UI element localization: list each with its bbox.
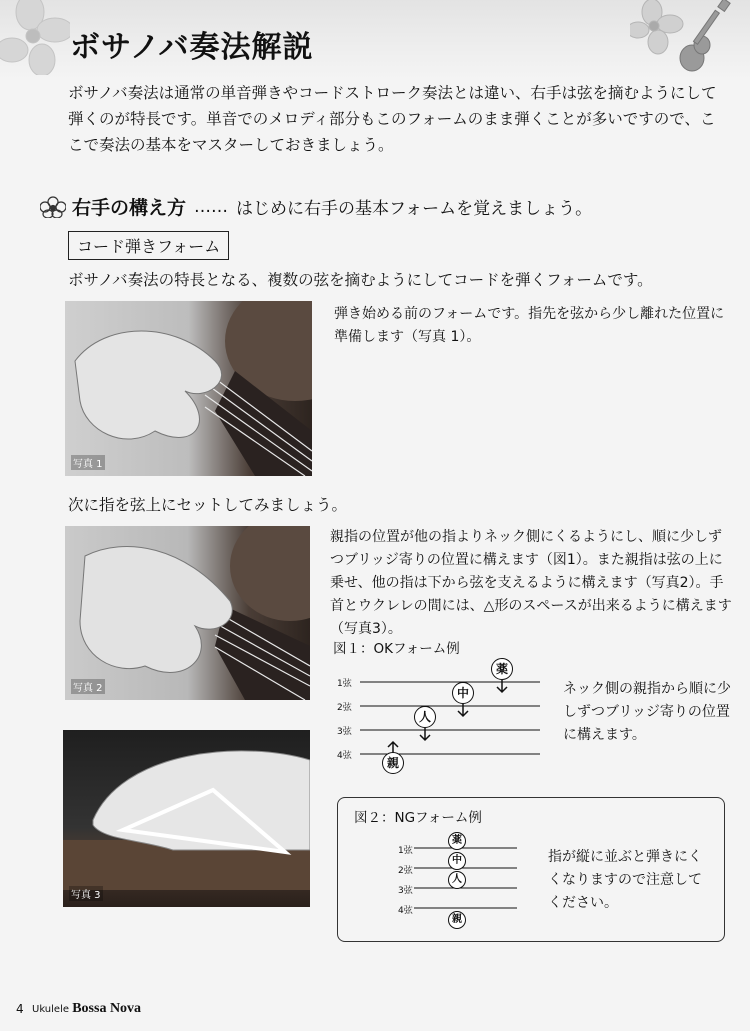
figure-1-title: 図１：OKフォーム例 [333,641,460,657]
flower-bullet-icon [40,196,66,218]
figure-2-note: 指が縦に並ぶと弾きにくくなりますので注意してください。 [548,849,702,911]
figure-2-strings [412,840,522,915]
photo-2-caption: 写真 2 [71,679,105,694]
finger-ring-marker: 薬 [448,832,466,850]
step-2-lead: 次に指を弦上にセットしてみましょう。 [68,496,348,514]
figure-2-title: 図２：NGフォーム例 [354,810,482,826]
figure-1-string-label: 1弦 [337,679,352,689]
finger-index-marker: 人 [448,871,466,889]
section-heading-dots: …… [194,196,229,217]
photo-1-caption: 写真 1 [71,455,105,470]
figure-1-note: ネック側の親指から順に少しずつブリッジ寄りの位置に構えます。 [563,681,731,743]
hibiscus-decoration-icon [0,0,70,75]
section-heading [40,193,592,220]
photo-1-description: 弾き始める前のフォームです。指先を弦から少し離れた位置に準備します（写真 1）。 [334,306,725,345]
figure-2-string-label: 4弦 [398,906,413,916]
photo-3 [63,730,310,907]
page-title: ボサノバ奏法解説 [70,30,314,65]
photo-1 [65,301,312,476]
finger-thumb-marker: 親 [382,752,404,774]
finger-ring-marker: 薬 [491,658,513,680]
photo-3-caption: 写真 3 [69,886,103,901]
figure-2-string-label: 3弦 [398,886,413,896]
page-number: 4 [16,1002,24,1016]
figure-2-string-label: 1弦 [398,846,413,856]
footer-brand-small: Ukulele [32,1004,70,1015]
footer-brand [32,1001,141,1017]
form-description: ボサノバ奏法の特長となる、複数の弦を摘むようにしてコードを弾くフォームです。 [68,271,653,289]
figure-2-string-label: 2弦 [398,866,413,876]
finger-thumb-marker: 親 [448,911,466,929]
section-subheading: はじめに右手の基本フォームを覚えましょう。 [236,199,593,219]
figure-1-string-label: 2弦 [337,703,352,713]
finger-index-marker: 人 [414,706,436,728]
ukulele-decoration-icon [630,0,750,80]
photo-2-description: 親指の位置が他の指よりネック側にくるようにし、順に少しずつブリッジ寄りの位置に構えます（図1）。また親指は弦の上に乗せ、他の指は下から弦を支えるように構えます（写真2）。手首とウクレレの間には、△形のスペースが出来るように構えます（写真3）。 [330,529,732,637]
intro-paragraph: ボサノバ奏法は通常の単音弾きやコードストローク奏法とは違い、右手は弦を摘むようにして弾くのが特長です。単音でのメロディ部分もこのフォームのまま弾くことが多いですので、ここで奏法の基本をマスターしておきましょう。 [68,84,717,154]
figure-1-string-label: 3弦 [337,727,352,737]
form-label-box: コード弾きフォーム [68,231,229,260]
finger-middle-marker: 中 [448,852,466,870]
section-heading-title: 右手の構え方 [72,197,187,219]
photo-2 [65,526,310,700]
finger-middle-marker: 中 [452,682,474,704]
footer-brand-large: Bossa Nova [72,1001,142,1016]
figure-1-string-label: 4弦 [337,751,352,761]
